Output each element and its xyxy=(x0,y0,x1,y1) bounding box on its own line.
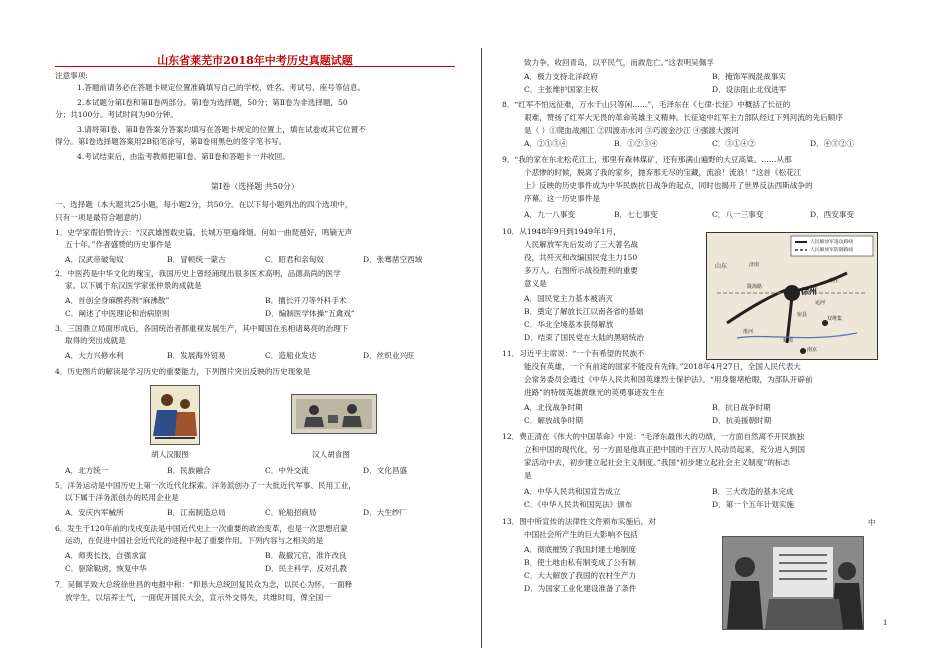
q2-option-b: B．擅长开刀等外科手术 xyxy=(265,296,347,305)
question-7-stem: 放学生，以培养士气，一面促开国民大会，宣示外交得失，共维时局，俾全国一 xyxy=(65,593,331,602)
q1-option-d: D．张骞凿空西域 xyxy=(363,255,423,264)
map-city-xuzhou: 徐州 xyxy=(801,286,817,296)
q3-option-a: A．大力兴修水利 xyxy=(65,351,124,360)
hu-people-han-clothing-picture xyxy=(150,385,200,445)
q3-option-c: C．造船业发达 xyxy=(265,351,317,360)
huaihai-campaign-map xyxy=(706,232,878,360)
q9-option-a: A．九一八事变 xyxy=(524,210,576,219)
question-5-stem: 5．洋务运动是中国历史上第一次近代化探索。洋务派创办了一大批近代军事、民用工业， xyxy=(55,481,356,490)
q8-option-a: A．②①③④ xyxy=(524,139,568,148)
q13-option-c: C．大大解放了我国的农村生产力 xyxy=(524,571,637,580)
question-8-stem: 是（ ）①爬血战湘江 ②四渡赤水河 ③巧渡金沙江 ④强渡大渡河 xyxy=(524,126,739,135)
picture-caption-2: 汉人胡食图 xyxy=(312,450,350,459)
question-6-stem: 运动，在促进中国社会近代化的进程中起了重要作用。下列内容与之相关的是 xyxy=(65,536,324,545)
title-underline xyxy=(55,66,455,67)
note-line: 2.本试题分第Ⅰ卷和第Ⅱ卷两部分。第Ⅰ卷为选择题，50分；第Ⅱ卷为非选择题，50 xyxy=(77,98,348,107)
question-2-stem: 2．中医药是中华文化的瑰宝，我国历史上曾经涌现出很多医术高明，品德高尚的医学 xyxy=(55,269,341,278)
note-line: 4.考试结束后，由监考教师把第Ⅰ卷、第Ⅱ卷和答题卡一并收回。 xyxy=(77,152,290,161)
question-10-stem: 10．从1948年9月到1949年1月， xyxy=(502,227,621,236)
q2-option-c: C．阐述了中医理论和治病原则 xyxy=(65,309,170,318)
q6-option-d: D．民主科学，反对孔教 xyxy=(265,564,348,573)
note-line: 1.答题前请务必在答题卡规定位置准确填写自己的学校、姓名、考试号、座号等信息。 xyxy=(77,83,366,92)
q3-option-b: B．发展海外贸易 xyxy=(167,351,226,360)
q1-option-a: A．汉武帝破匈奴 xyxy=(65,255,124,264)
map-legend-defense: 人民解放军防御路线 xyxy=(810,248,854,253)
question-2-stem: 家。以下属于东汉医学家张仲景的成就是 xyxy=(65,281,202,290)
map-place: 济南 xyxy=(749,262,760,268)
q9-option-b: B．七七事变 xyxy=(614,210,658,219)
question-3-stem: 3．三国鼎立局面形成后，各国统治者都重视发展生产，其中蜀国在丞相诸葛亮的治理下 xyxy=(55,324,349,333)
q10-option-c: C．华北全境基本获得解放 xyxy=(524,320,614,329)
question-3-stem: 取得的突出成就是 xyxy=(65,336,126,345)
question-11-stem: 能没有英雄，一个有前途的国家不能没有先锋。”2018年4月27日，全国人民代表大 xyxy=(524,362,801,371)
q8-option-d: D．④③②① xyxy=(810,139,855,148)
map-place: 运河 xyxy=(815,300,826,306)
note-line: 3.请将第Ⅰ卷、第Ⅱ卷答案分答案均填写在答题卡规定的位置上，填在试卷或其它位置不 xyxy=(77,125,366,134)
notes-heading: 注意事项: xyxy=(55,71,88,80)
q3-option-d: D．丝织业兴旺 xyxy=(363,351,415,360)
question-11-stem: 会常务委员会通过《中华人民共和国英雄烈士保护法》。“用身躯堵枪眼，为部队开辟前 xyxy=(524,375,813,384)
question-7-stem: 7．吴佩孚致大总统徐世昌的电报中称：“仰恳大总统回复民众为念，以民心为怀，一面释 xyxy=(55,580,353,589)
map-legend-attack: 人民解放军进攻路线 xyxy=(810,240,854,245)
q5-option-c: C．轮船招商局 xyxy=(265,508,317,517)
q9-option-c: C．八一三事变 xyxy=(712,210,764,219)
q4-option-c: C．中外交流 xyxy=(265,466,309,475)
column-divider xyxy=(481,48,482,648)
question-8-stem: 8．“红军不怕远征难，万水千山只等闲……”，毛泽东在《七律·长征》中概括了长征的 xyxy=(502,100,791,109)
q8-option-c: C．③①④② xyxy=(712,139,756,148)
question-7-stem-cont: 致力争，收回青岛，以平民气，而救危亡。”这表明吴佩孚 xyxy=(524,58,714,67)
page-number: 1 xyxy=(883,619,888,627)
part-intro: 只有一项是最符合题意的） xyxy=(55,213,147,222)
q12-option-a: A．中华人民共和国宣告成立 xyxy=(524,487,621,496)
q7-option-a: A．极力支持北洋政府 xyxy=(524,72,598,81)
question-13-stem: 13．图中所宣传的法律性文件颁布实施后，对 xyxy=(502,517,656,526)
q7-option-c: C．主张维护国家主权 xyxy=(524,85,599,94)
section-heading: 第Ⅰ卷（选择题 共50分） xyxy=(211,182,299,191)
question-9-stem: 序幕。这一历史事件是 xyxy=(524,194,600,203)
note-line: 分；共100分。考试时间为90分钟。 xyxy=(55,110,178,119)
q9-option-d: D．西安事变 xyxy=(810,210,855,219)
question-12-stem: 是 xyxy=(524,471,532,480)
page-title: 山东省莱芜市2018年中考历史真题试题 xyxy=(157,54,353,67)
question-10-stem: 多万人。右图所示战役胜利的重要 xyxy=(524,266,638,275)
q2-option-a: A．首创全身麻醉药剂“麻沸散” xyxy=(65,296,170,305)
q12-option-d: D．第一个五年计划实施 xyxy=(712,500,795,509)
question-13-tail: 中 xyxy=(868,518,876,527)
question-11-stem: 11．习近平主席说：“一个有希望的民族不 xyxy=(502,349,645,358)
q10-option-d: D．结束了国民党在大陆的黑暗统治 xyxy=(524,333,644,342)
map-place: 碾庄 xyxy=(829,278,840,284)
q13-option-a: A．彻底摧毁了我国封建土地制度 xyxy=(524,545,636,554)
question-1-stem: 1．史学家徦伯赞诗云：“汉武雄图载史篇，长城万里遍烽烟。何如一曲琵琶好，鸣镝无声 xyxy=(55,228,353,237)
q11-option-a: A．北伐战争时期 xyxy=(524,403,583,412)
map-place: 淮河 xyxy=(743,329,754,335)
part-intro: 一、选择题（本大题共25小题，每小题2分，共50分。在以下每小题列出的四个选项中， xyxy=(55,200,353,209)
map-place: 蚌埠 xyxy=(783,338,794,344)
q5-option-a: A．安庆内军械所 xyxy=(65,508,124,517)
q11-option-b: B．抗日战争时期 xyxy=(712,403,771,412)
q1-option-c: C．昭君和亲匈奴 xyxy=(265,255,324,264)
question-12-stem: 家活动中去，初步建立起社会主义制度。”我国“初步建立起社会主义制度”的标志 xyxy=(524,458,791,467)
question-1-stem: 五十年。”作者盛赞的历史事件是 xyxy=(65,240,172,249)
q12-option-b: B．三大改造的基本完成 xyxy=(712,487,794,496)
q6-option-c: C．驱除鞑虏，恢复中华 xyxy=(65,564,147,573)
q1-option-b: B．冒顿统一蒙古 xyxy=(167,255,226,264)
question-12-stem: 立和中国的现代化，另一方面是他真正把中国的千百万人民动员起来，充分进入到国 xyxy=(524,445,805,454)
q7-option-b: B．掩饰军阀混战事实 xyxy=(712,72,786,81)
question-8-stem: 艰难，赞扬了红军大无畏的革命英雄主义精神。长征途中红军主力部队经过下列河流的先后顺序 xyxy=(524,113,843,122)
q11-option-c: C．解放战争时期 xyxy=(524,416,583,425)
map-place: 宿县 xyxy=(797,312,808,318)
map-place: 山东 xyxy=(715,263,728,270)
picture-caption-1: 胡人汉服图 xyxy=(151,450,189,459)
question-9-stem: 个悲惨的时候，脱离了我的家乡，抛弃那无尽的宝藏，流浪！流浪！”这首《松花江 xyxy=(524,168,802,177)
question-10-stem: 人民解放军先后发动了三大著名战 xyxy=(524,240,638,249)
map-place: 陇海路 xyxy=(747,284,763,290)
q6-option-a: A．师夷长技，自强求富 xyxy=(65,551,147,560)
map-place: 南京 xyxy=(807,347,818,353)
note-line: 得分。第Ⅰ卷选择题答案用2B铅笔涂写，第Ⅱ卷用黑色的签字笔书写。 xyxy=(55,137,287,146)
q12-option-c: C．《中华人民共和国宪法》颁布 xyxy=(524,500,633,509)
q11-option-d: D．抗美援朝时期 xyxy=(712,416,772,425)
question-9-stem: 9．“我的家在东北松花江上，那里有森林煤矿，还有那满山遍野的大豆高粱。……从那 xyxy=(502,155,792,164)
q8-option-b: B．①②③④ xyxy=(614,139,658,148)
q10-option-b: B．奠定了解放长江以南各省的基础 xyxy=(524,307,644,316)
question-13-stem: 中国社会所产生的巨大影响不包括 xyxy=(524,530,638,539)
question-10-stem: 意义是 xyxy=(524,279,547,288)
q4-option-b: B．民族融合 xyxy=(167,466,211,475)
land-reform-propaganda-photo xyxy=(722,536,864,630)
question-9-stem: 上》反映的历史事件成为中华民族抗日战争的起点，同时也揭开了世界反法西斯战争的 xyxy=(524,181,813,190)
question-12-stem: 12．费正清在《伟大的中国革命》中说：“毛泽东最伟大的功绩，一方面自然离不开民族独 xyxy=(502,432,805,441)
question-5-stem: 以下属于洋务派创办的民用企业是 xyxy=(65,493,179,502)
map-place: 双堆集 xyxy=(827,316,843,322)
q10-option-a: A．国民党主力基本被消灭 xyxy=(524,294,614,303)
han-people-hu-food-picture xyxy=(291,394,377,434)
q5-option-d: D．大生纱厂 xyxy=(363,508,408,517)
question-10-stem: 役，共歼灭和改编国民党主力150 xyxy=(524,253,638,262)
q13-option-b: B．使土地由私有制变成了公有制 xyxy=(524,558,636,567)
q7-option-d: D．设法阻止北伐进军 xyxy=(712,85,787,94)
q13-option-d: D．为国家工业化建设准备了条件 xyxy=(524,584,637,593)
q4-option-a: A．北方统一 xyxy=(65,466,109,475)
q2-option-d: D．编制医学体操“五禽戏” xyxy=(265,309,355,318)
q6-option-b: B．裁撤冗官，准许改良 xyxy=(265,551,347,560)
question-11-stem: 进路”的特级英雄黄继光的英勇事迹发生在 xyxy=(524,388,665,397)
q5-option-b: B．江南制造总局 xyxy=(167,508,226,517)
question-6-stem: 6．发生于120年前的戊戌变法是中国近代史上一次重要的政治变革，也是一次思想启蒙 xyxy=(55,524,348,533)
question-4-stem: 4．历史图片的解读是学习历史的重要能力，下列图片突出反映的历史现象是 xyxy=(55,367,311,376)
q4-option-d: D．文化昌盛 xyxy=(363,466,408,475)
